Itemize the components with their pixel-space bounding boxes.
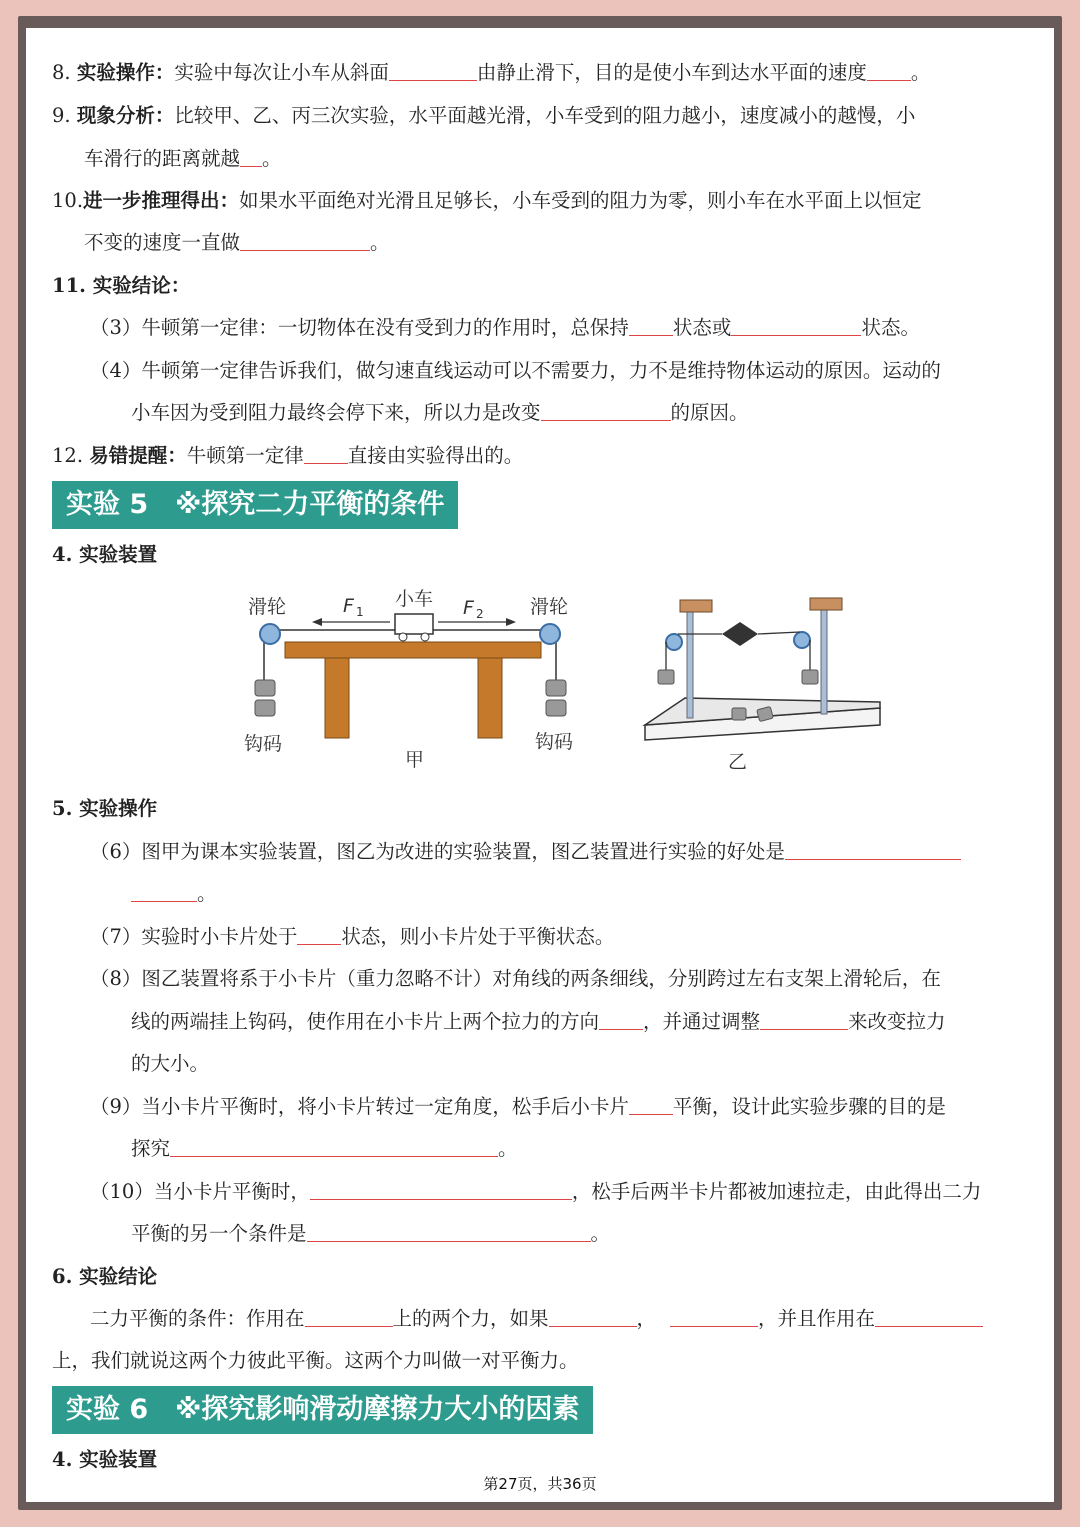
caption-yi: 乙 <box>728 751 748 773</box>
string <box>758 632 800 634</box>
label-weights-right: 钩码 <box>535 731 574 753</box>
pulley-left-icon <box>666 634 682 650</box>
answer-blank[interactable] <box>389 60 477 81</box>
table-leg <box>325 658 349 738</box>
text: （7）实验时小卡片处于 <box>90 925 298 948</box>
subsection-conclusion: 6. 实验结论 <box>52 1265 158 1288</box>
answer-blank[interactable] <box>304 443 348 464</box>
text: 实验中每次让小车从斜面 <box>174 61 389 84</box>
answer-blank[interactable] <box>760 1009 848 1030</box>
label-weights-left: 钩码 <box>244 733 283 755</box>
text: 。 <box>590 1222 611 1245</box>
table-top <box>285 642 541 658</box>
label-pulley-left: 滑轮 <box>248 596 287 618</box>
label-f1-sub: 1 <box>356 605 364 619</box>
text: 。 <box>370 231 390 254</box>
text: 平衡的另一个条件是 <box>131 1222 307 1245</box>
answer-blank[interactable] <box>305 1306 393 1327</box>
page-footer: 第27页，共36页 <box>483 1475 597 1493</box>
answer-blank[interactable] <box>297 924 341 945</box>
item-9-cont <box>84 145 282 173</box>
q8: （8）图乙装置将系于小卡片（重力忽略不计）对角线的两条细线，分别跨过左右支架上滑轮后，在 <box>90 967 941 990</box>
answer-blank[interactable] <box>867 60 911 81</box>
text: 状态，则小卡片处于平衡状态。 <box>341 925 615 948</box>
item-number: 10. <box>52 189 84 212</box>
section-banner-exp6: 实验 6 ※探究影响滑动摩擦力大小的因素 <box>52 1386 593 1434</box>
q9-cont <box>131 1135 518 1163</box>
figure-yi <box>640 590 890 775</box>
answer-blank[interactable] <box>731 315 861 336</box>
clamp-right <box>810 598 842 610</box>
label-f1: F <box>343 595 354 617</box>
text: ， <box>636 1307 657 1330</box>
clamp-left <box>680 600 712 612</box>
text: 的原因。 <box>670 401 749 424</box>
text: 线的两端挂上钩码，使作用在小卡片上两个拉力的方向 <box>131 1010 600 1033</box>
label-pulley-right: 滑轮 <box>530 596 569 618</box>
wheel-icon <box>421 633 429 641</box>
text: （10）当小卡片平衡时， <box>90 1180 310 1203</box>
arrowhead-icon <box>506 618 516 626</box>
pulley-right-icon <box>794 632 810 648</box>
cart-icon <box>395 614 433 634</box>
text: 由静止滑下，目的是使小车到达水平面的速度 <box>476 61 867 84</box>
item-8 <box>52 59 930 87</box>
answer-blank[interactable] <box>131 881 197 902</box>
text: ，并且作用在 <box>758 1307 876 1330</box>
text: 车滑行的距离就越 <box>84 147 241 170</box>
item-9 <box>52 102 915 130</box>
q7 <box>90 923 614 951</box>
item-11-3 <box>90 314 920 342</box>
text: 。 <box>910 61 931 84</box>
text: （6）图甲为课本实验装置，图乙为改进的实验装置，图乙装置进行实验的好处是 <box>90 840 785 863</box>
item-12 <box>52 442 523 470</box>
answer-blank[interactable] <box>170 1136 498 1157</box>
weight-icon <box>802 670 818 684</box>
section-banner-exp5: 实验 5 ※探究二力平衡的条件 <box>52 481 458 529</box>
weight-icon <box>255 700 275 716</box>
label-f2: F <box>463 597 474 619</box>
q10 <box>90 1178 981 1206</box>
conclusion-line <box>90 1305 983 1333</box>
text: 小车因为受到阻力最终会停下来，所以力是改变 <box>131 401 541 424</box>
answer-blank[interactable] <box>307 1221 591 1242</box>
text: （9）当小卡片平衡时，将小卡片转过一定角度，松手后小卡片 <box>90 1095 629 1118</box>
weight-icon <box>546 700 566 716</box>
answer-blank[interactable] <box>240 146 262 167</box>
weight-icon <box>546 680 566 696</box>
answer-blank[interactable] <box>549 1306 637 1327</box>
pulley-right-icon <box>540 624 560 644</box>
item-11-title: 11. 实验结论： <box>52 274 191 297</box>
item-11-4: （4）牛顿第一定律告诉我们，做匀速直线运动可以不需要力，力不是维持物体运动的原因。运动的 <box>90 359 941 382</box>
q8-cont <box>131 1008 946 1036</box>
table-leg <box>478 658 502 738</box>
item-label: 易错提醒： <box>89 444 187 467</box>
text: 。 <box>498 1137 518 1160</box>
post-left <box>687 610 693 718</box>
arrowhead-icon <box>312 618 322 626</box>
item-10-cont <box>84 229 390 257</box>
answer-blank[interactable] <box>599 1009 643 1030</box>
label-f2-sub: 2 <box>476 607 484 621</box>
text: ，松手后两半卡片都被加速拉走，由此得出二力 <box>571 1180 982 1203</box>
answer-blank[interactable] <box>629 315 673 336</box>
subsection-operation: 5. 实验操作 <box>52 797 158 820</box>
figure-jia <box>230 580 600 775</box>
q6 <box>90 838 961 866</box>
weight-icon <box>732 708 746 720</box>
text: 状态。 <box>861 316 920 339</box>
answer-blank[interactable] <box>629 1094 673 1115</box>
answer-blank[interactable] <box>240 230 370 251</box>
item-number: 9. <box>52 104 71 127</box>
text: 如果水平面绝对光滑且足够长，小车受到的阻力为零，则小车在水平面上以恒定 <box>239 189 922 212</box>
answer-blank[interactable] <box>541 400 671 421</box>
item-label: 现象分析： <box>76 104 175 127</box>
weight-icon <box>658 670 674 684</box>
text: （3）牛顿第一定律：一切物体在没有受到力的作用时，总保持 <box>90 316 629 339</box>
text: 。 <box>197 882 217 905</box>
item-11-4-cont <box>131 399 749 427</box>
subsection-apparatus: 4. 实验装置 <box>52 543 158 566</box>
answer-blank[interactable] <box>875 1306 983 1327</box>
item-number: 8. <box>52 61 71 84</box>
answer-blank[interactable] <box>310 1179 572 1200</box>
text: 直接由实验得出的。 <box>347 444 524 467</box>
answer-blank[interactable] <box>785 839 961 860</box>
q10-cont <box>131 1220 610 1248</box>
text: 平衡，设计此实验步骤的目的是 <box>672 1095 946 1118</box>
text: 牛顿第一定律 <box>186 444 304 467</box>
q6-cont <box>131 880 217 908</box>
text: 来改变拉力 <box>848 1010 946 1033</box>
text: 不变的速度一直做 <box>84 231 241 254</box>
text: 状态或 <box>672 316 732 339</box>
wheel-icon <box>399 633 407 641</box>
label-cart: 小车 <box>395 588 434 610</box>
text: 二力平衡的条件：作用在 <box>90 1307 305 1330</box>
conclusion-line-cont: 上，我们就说这两个力彼此平衡。这两个力叫做一对平衡力。 <box>52 1349 579 1372</box>
post-right <box>821 606 827 714</box>
text: 比较甲、乙、丙三次实验，水平面越光滑，小车受到的阻力越小，速度减小的越慢，小 <box>174 104 916 127</box>
caption-jia: 甲 <box>405 749 425 771</box>
card-icon <box>722 622 758 646</box>
weight-icon <box>255 680 275 696</box>
answer-blank[interactable] <box>670 1306 758 1327</box>
text: ，并通过调整 <box>643 1010 761 1033</box>
item-10 <box>52 187 922 215</box>
item-label: 进一步推理得出： <box>83 189 240 212</box>
item-label: 实验操作： <box>76 61 175 84</box>
item-number: 12. <box>52 444 84 467</box>
text: 。 <box>262 147 282 170</box>
pulley-left-icon <box>260 624 280 644</box>
text: 探究 <box>131 1137 171 1160</box>
q9 <box>90 1093 946 1121</box>
subsection-apparatus-exp6: 4. 实验装置 <box>52 1448 158 1471</box>
text: 上的两个力，如果 <box>392 1307 549 1330</box>
q8-cont2: 的大小。 <box>131 1052 210 1075</box>
